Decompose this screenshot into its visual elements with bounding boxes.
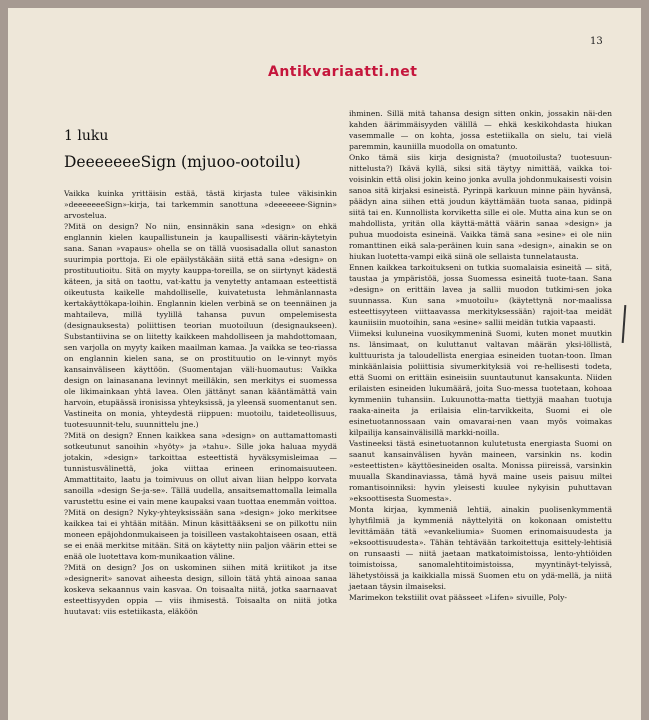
paragraph: Vastineeksi tästä esinetuotannon kulutetusta energiasta Suomi on saanut kansainvälisen hyvän maineen, varsinkin ns. kodin »esteettisten» käyttöesineiden osalta. Monissa piireissä, varsinkin muualla Skandinaviassa, tämä hyvä maine useis paisuu miltei romantisoinniksi: hyvin yleisesti kuulee nykyisin puhuttavan »eksoottisesta Suomesta». xyxy=(349,439,612,503)
margin-mark xyxy=(622,305,627,343)
left-column xyxy=(64,188,337,617)
right-column xyxy=(349,108,612,603)
chapter-title: DeeeeeeeSign (mjuoo-ootoilu) xyxy=(64,153,301,171)
chapter-label: 1 luku xyxy=(64,128,109,144)
paragraph: Viimeksi kuluneina vuosikymmeninä Suomi, kuten monet muutkin ns. länsimaat, on kuluttanut valtavan määrän yksi-löllistä, kulttuurista ja taloudellista energiaa esineiden tuotan-toon. Ilman minkäänlaisia poliittisia sivumerkityksiä voi re-hellisesti todeta, että Suomi on erittäin esineisiin suuntautunut kansakunta. Niiden erilaisten esineiden lukumäärä, joita Suo-messa tuotetaan, kohoaa kymmeniin tuhansiin. Lukuunotta-matta tiettyjä maahan tuotuja raaka-aineita ja erilaisia elin-tarvikkeita, Suomi ei ole esinetuotannossaan vain omavarai-nen vaan myös voimakas kilpailija kansainvälisillä markki-noilla. xyxy=(349,329,612,437)
paragraph: Marimekon tekstiilit ovat päässeet »Lifen» sivuille, Poly- xyxy=(349,593,567,602)
book-page xyxy=(8,8,641,720)
paragraph: ?Mitä on design? Jos on uskominen siihen mitä kriitikot ja itse »designerit» sanovat aiheesta design, silloin tätä yhtä ainoaa sanaa koskeva sekaannus vain kasvaa. On toisaalta niitä, jotka saarnaavat esteettisyyden oppia — viis ihmisestä. Toisaalta on niitä jotka huutavat: viis estetiikasta, eläköön xyxy=(64,563,337,616)
paragraph: Monta kirjaa, kymmeniä lehtiä, ainakin puolisenkymmentä lyhytfilmiä ja kymmeniä näyttelyitä on kokonaan omistettu levittämään tätä »evankeliumia» Suomen erinomaisuudesta ja »eksoottisuudesta». Tähän tehtävään tarkoitettuja esittely-lehtisiä on runsaasti — niitä jaetaan matkatoimistoissa, lento-yhtiöiden toimistoissa, sanomalehtitoimistoissa, myyntinäyt-telyissä, lähetystöissä ja kaikkialla missä Suomen etu on ydä-mellä, ja niitä jaetaan täysin ilmaiseksi. xyxy=(349,505,612,591)
watermark: Antikvariaatti.net xyxy=(268,64,418,80)
paragraph: Vaikka kuinka yrittäisin estää, tästä kirjasta tulee väkisinkin »deeeeeeeSign»-kirja, tai tarkemmin sanottuna »deeeeeee-Signin» arvostelua. xyxy=(64,189,337,220)
paragraph: ?Mitä on design? No niin, ensinnäkin sana »design» on ehkä englannin kielen kaupallistunein ja kaupallisesti väärin-käytetyin sana. Sanan »vapaus» ohella se on tällä vuosisadalla ollut sanaston suurimpia porttoja. Ei ole epäilystäkään siitä että sana »design» on prostituutioitu. Sitä on myyty kauppa-toreilla, se on siirtynyt kädestä käteen, ja sitä on taottu, vat-kattu ja venytetty antamaan esteettistä oikeutusta kaikelle mahdolliselle, kuivatetusta lehmänlannasta kertakäyttökapa-loihin. Englannin kielen verbinä se on teennäinen ja mahtaileva, millä tyylillä tahansa puvun ompelemisesta (designauksesta) poliittisen teorian muotoiluun (designaukseen). Substantiivina se on liitetty kaikkeen mahdolliseen ja mahdottomaan, sen varjolla on myyty kaiken maailman kamaa. Ja vaikka se teo-riassa on englannin kielen sana, se on prostituutio on le-vinnyt myös kansainväliseen käyttöön. (Suomentajan väli-huomautus: Vaikka design on lainasanana levinnyt meilläkin, sen merkitys ei suomessa ole likimainkaan yhtä lavea. Olen jättänyt sanan kääntämättä vain harvoin, etupäässä ironisissa yhteyksissä, ja yleensä suomentanut sen. Vastineita on monia, yhteydestä riippuen: muotoilu, taideteollisuus, tuotesuunnit-telu, suunnittelu jne.) xyxy=(64,222,337,429)
page-number: 13 xyxy=(590,36,603,47)
paragraph: ?Mitä on design? Nyky-yhteyksissään sana »design» joko merkitsee kaikkea tai ei yhtään mitään. Minun käsittääkseni se on pilkottu niin moneen epäjohdonmukaiseen ja toisilleen vastakohtaiseen osaan, että se ei enää merkitse mitään. Sitä on käytetty niin paljon väärin ettei se enää ole luotettava kom-munikaation väline. xyxy=(64,508,337,561)
paragraph: ?Mitä on design? Ennen kaikkea sana »design» on auttamattomasti sotkeutunut sanoihin »hyöty» ja »tahu». Sille joka haluaa myydä jotakin, »design» tarkoittaa esteettistä hyväksymisleimaa — tunnistusvälinettä, joka viittaa erineen erinomaisuuteen. Ammattitaito, laatu ja toimivuus on ollut aivan liian helppo korvata sanoilla »design Se-ja-se». Tällä uudella, ansaitsemattomalla leimalla varustettu esine ei vain mene kaupaksi vaan tuottaa enemmän voittoa. xyxy=(64,431,337,506)
paragraph: Ennen kaikkea tarkoitukseni on tutkia suomalaisia esineitä — sitä, taustaa ja ympäristöä, jossa Suomessa esineitä tuote-taan. Sana »design» on erittäin lavea ja sallii muodon tutkimi-sen joka suunnassa. Kun sana »muotoilu» (käytettynä nor-maalissa esteettisyyteen viittaavassa merkityksessään) rajoit-taa meidät kauniisiin muotoihin, sana »esine» sallii meidän tutkia vapaasti. xyxy=(349,263,612,327)
paragraph: Onko tämä siis kirja designista? (muotoilusta? tuotesuun-nittelusta?) Ikävä kyllä, siksi sitä täytyy nimittää, vaikka toi-voisinkin että olisi jokin keino jonka avulla johdonmukaisesti voisin sanoa sitä kirjaksi esineistä. Pyrinpä karkuun minne päin hyvänsä, päädyn aina siihen että joudun käyttämään tuota sanaa, pidinpä siitä tai en. Kunnollista korviketta sille ei ole. Mutta aina kun se on mahdollista, yritän olla käyttä-mättä väärin sanaa »design» ja puhua muodoista esineinä. Vaikka tämä sana »esine» ei ole niin romanttinen eikä sala-peräinen kuin sana »design», ainakin se on hiukan luotetta-vampi eikä siinä ole sellaista tunnelatausta. xyxy=(349,153,612,261)
paragraph: ihminen. Sillä mitä tahansa design sitten onkin, jossakin näi-den kahden äärimmäisyyden välillä — ehkä keskikohdasta hiukan vasemmalle — on kohta, jossa estetiikalla on sielu, tai vielä paremmin, kauniilla muodolla on omatunto. xyxy=(349,109,612,151)
